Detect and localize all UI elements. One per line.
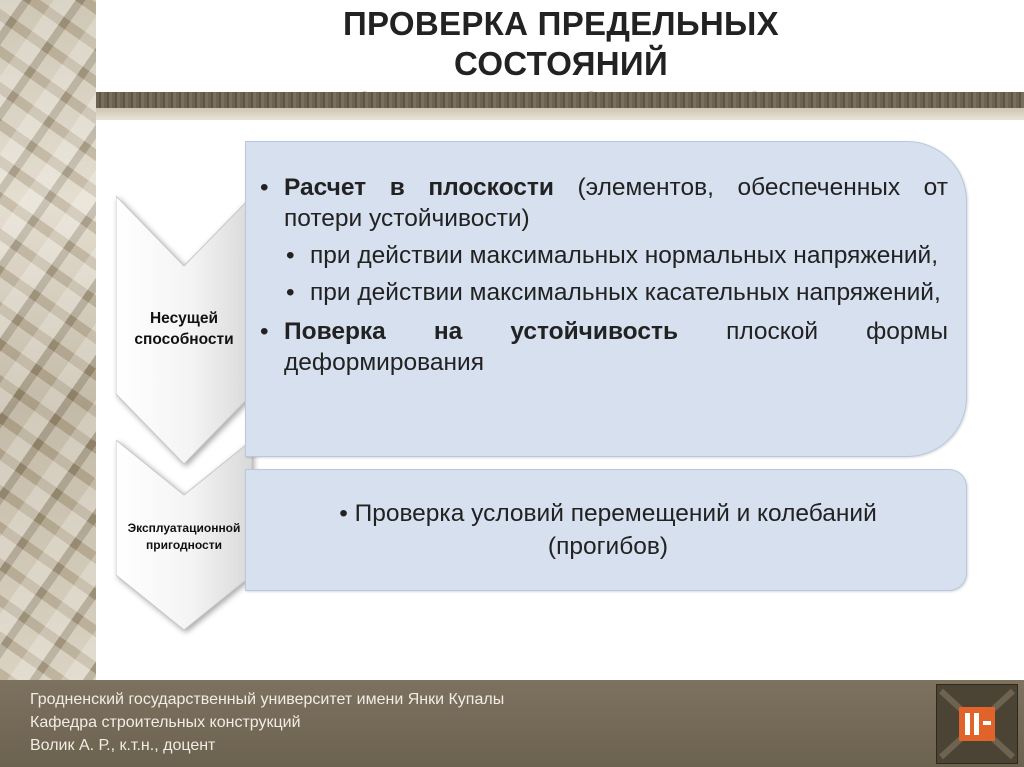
chevron-2-line-1: Эксплуатационной bbox=[127, 521, 241, 535]
serviceability-line-1 bbox=[276, 497, 940, 530]
bullet-icon: • bbox=[260, 318, 269, 345]
serviceability-panel bbox=[245, 469, 967, 591]
item-text: при действии максимальных касательных напряжений, bbox=[310, 279, 941, 306]
header-band-light bbox=[96, 108, 1024, 120]
footer-department: Кафедра строительных конструкций bbox=[30, 714, 301, 731]
bullet-icon: • bbox=[339, 500, 348, 527]
bold-text: Расчет в плоскости bbox=[284, 174, 554, 201]
title-area bbox=[96, 0, 1024, 92]
item-text: Проверка условий перемещений и колебаний bbox=[354, 500, 877, 527]
footer-university: Гродненский государственный университет имени Янки Купалы bbox=[30, 691, 505, 708]
list-item-stability bbox=[260, 316, 948, 378]
bold-text: Поверка на устойчивость bbox=[284, 318, 679, 345]
logo-graphic bbox=[937, 685, 1017, 763]
chevron-2-line-2: пригодности bbox=[146, 538, 222, 552]
chevron-label-2 bbox=[116, 520, 252, 554]
chevron-1-line-2: способности bbox=[134, 331, 234, 348]
item-text: плоской формы деформирования bbox=[284, 318, 948, 376]
sublist-item-shear-stress bbox=[286, 277, 948, 308]
item-text: (элементов, обеспеченных от потери устойчивости) bbox=[284, 174, 948, 232]
department-logo-icon bbox=[936, 684, 1018, 764]
chevron-1-line-1: Несущей bbox=[149, 310, 219, 327]
serviceability-text bbox=[276, 497, 940, 563]
chevron-label-1 bbox=[116, 308, 252, 350]
chevron-serviceability bbox=[116, 440, 252, 630]
list-item-in-plane bbox=[260, 172, 948, 234]
bullet-icon: • bbox=[286, 279, 295, 306]
footer bbox=[0, 680, 1024, 767]
bullet-icon: • bbox=[260, 174, 269, 201]
footer-author: Волик А. Р., к.т.н., доцент bbox=[30, 737, 216, 754]
header-band-dark bbox=[96, 92, 1024, 108]
footer-text bbox=[30, 688, 504, 757]
chevron-load-capacity bbox=[116, 196, 252, 464]
sublist-item-normal-stress bbox=[286, 240, 948, 271]
serviceability-line-2: (прогибов) bbox=[547, 533, 669, 560]
load-capacity-panel bbox=[245, 141, 967, 457]
bullet-icon: • bbox=[286, 242, 295, 269]
load-capacity-list bbox=[260, 172, 948, 378]
item-text: при действии максимальных нормальных напряжений, bbox=[310, 242, 939, 269]
title-line-1: ПРОВЕРКА ПРЕДЕЛЬНЫХ СОСТОЯНИЙ bbox=[343, 5, 779, 82]
decorative-photo-strip bbox=[0, 0, 96, 680]
